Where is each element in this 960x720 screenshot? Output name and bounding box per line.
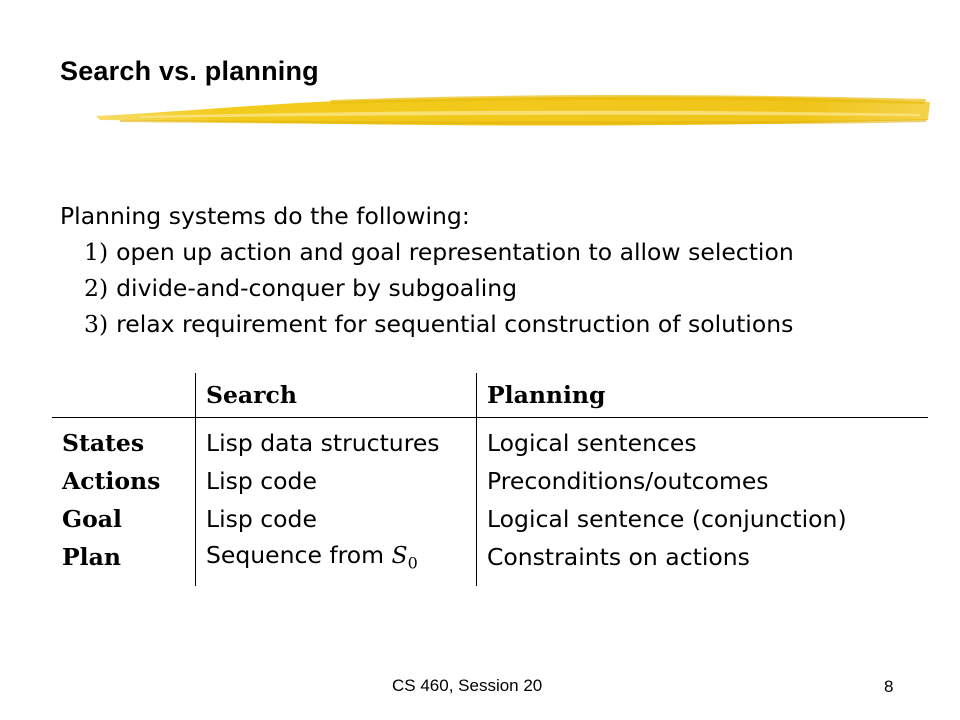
item-number: 3) [84,310,109,338]
table-row [52,500,928,538]
row-label: Goal [62,505,122,533]
cell-planning: Logical sentence (conjunction) [477,500,929,538]
list-item [60,306,794,342]
table-header-row [52,373,928,418]
item-text: divide-and-conquer by subgoaling [116,274,518,302]
cell-search: Lisp code [196,462,477,500]
row-label: Actions [62,467,161,495]
header-search: Search [196,373,477,418]
intro-lead: Planning systems do the following: [60,202,470,230]
intro-block [60,198,794,342]
list-item [60,234,794,270]
page-number: 8 [884,677,894,696]
header-empty [52,373,196,418]
math-variable: S [391,541,408,570]
slide-title: Search vs. planning [60,56,319,86]
comparison-table [52,373,928,586]
cell-search: Lisp data structures [196,418,477,463]
row-label: States [62,429,145,457]
header-planning: Planning [477,373,929,418]
cell-planning: Constraints on actions [477,538,929,586]
list-item [60,270,794,306]
item-text: relax requirement for sequential construction of solutions [116,310,794,338]
table-row [52,462,928,500]
item-number: 1) [84,238,109,266]
item-text: open up action and goal representation to allow selection [116,238,794,266]
math-subscript: 0 [407,553,418,573]
table-row [52,538,928,586]
cell-search: Lisp code [196,500,477,538]
cell-search [196,538,477,586]
table-row [52,418,928,463]
cell-search-prefix: Sequence from [206,541,392,570]
footer-course: CS 460, Session 20 [392,676,543,695]
row-label: Plan [62,543,121,571]
math-symbol [391,541,418,573]
item-number: 2) [84,274,109,302]
cell-planning: Logical sentences [477,418,929,463]
cell-planning: Preconditions/outcomes [477,462,929,500]
